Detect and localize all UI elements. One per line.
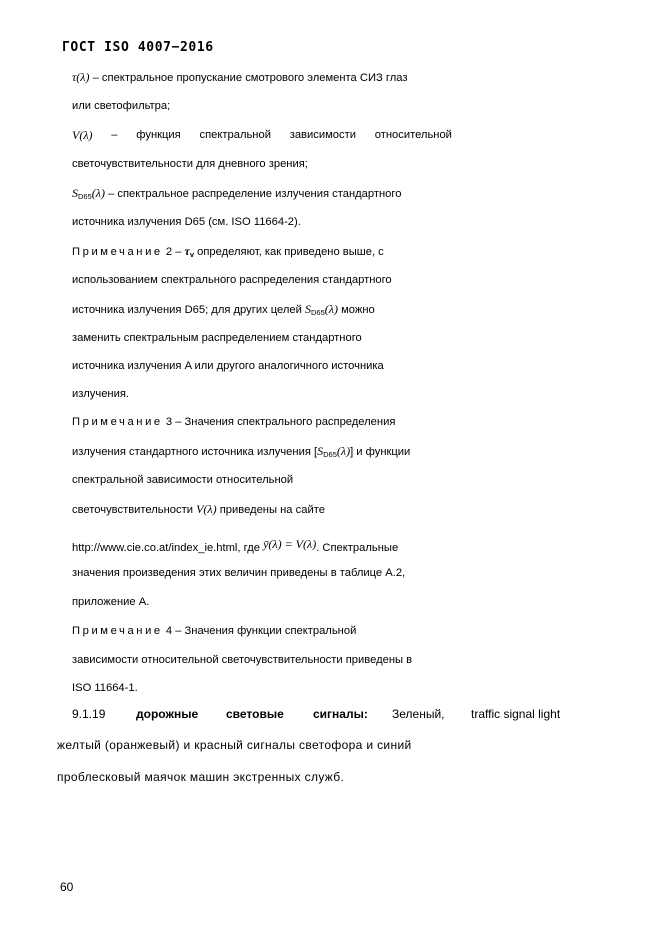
definition-s-line-1: $S_{D65}(\lambda)$ – спектральное распределение излучения стандартного [72, 186, 402, 201]
note-4-line-1: Примечание 4 – Значения функции спектральной [72, 625, 357, 637]
term-word-2: световые [226, 707, 284, 721]
term-english: traffic signal light [471, 707, 561, 721]
term-line-2: желтый (оранжевый) и красный сигналы светофора и синий [57, 738, 412, 752]
definition-tau-line-2: или светофильтра; [72, 100, 171, 112]
definition-tau-line-1: τ(λ) – спектральное пропускание смотрового элемента СИЗ глаз [72, 70, 408, 84]
note-2-line-4: заменить спектральным распределением стандартного [72, 332, 362, 344]
note-4-line-2: зависимости относительной светочувствительности приведены в [72, 654, 413, 666]
symbol-tau: τ(λ) [72, 70, 90, 84]
note-3-line-6: значения произведения этих величин приведены в таблице A.2, [72, 567, 406, 579]
note-2-line-5: источника излучения A или другого аналогичного источника [72, 360, 384, 372]
note-3-line-5: http://www.cie.co.at/index_ie.html, где ȳ(λ) = V(λ). Спектральные [72, 537, 399, 554]
formula: ȳ(λ) = V(λ) [263, 537, 317, 551]
standard-header: ГОСТ ISO 4007−2016 [62, 40, 214, 55]
term-number: 9.1.19 [72, 707, 106, 721]
note-2-line-3: источника излучения D65; для других целей $S_{D65}(\lambda)$ можно [72, 302, 375, 317]
note-3-line-1: Примечание 3 – Значения спектрального распределения [72, 416, 396, 428]
note-2-line-6: излучения. [72, 388, 130, 400]
cie-url: http://www.cie.co.at/index_ie.html, где [72, 542, 264, 554]
note-3-line-7: приложение A. [72, 596, 150, 608]
term-word-4: Зеленый, [392, 707, 445, 721]
page-number: 60 [60, 880, 74, 894]
term-word-3: сигналы: [313, 707, 368, 721]
symbol-v: V(λ) [72, 128, 93, 142]
note-2-line-1: Примечание $2 - \tau_v$ определяют, как приведено выше, с [72, 244, 384, 259]
note-label: Примечание [72, 625, 163, 637]
term-word-1: дорожные [136, 707, 199, 721]
definition-v-line-1: V(λ) – функция спектральной зависимости относительной [72, 128, 452, 142]
symbol-s: $S_{D65}(\lambda)$ [72, 186, 105, 201]
definition-v-line-2: светочувствительности для дневного зрения; [72, 158, 308, 170]
note-2-line-2: использованием спектрального распределения стандартного [72, 274, 392, 286]
note-label: Примечание [72, 246, 163, 258]
note-4-line-3: ISO 11664-1. [72, 682, 138, 694]
note-3-line-4: светочувствительности V(λ) приведены на сайте [72, 502, 325, 516]
note-3-line-2: излучения стандартного источника излучения $[S_{D65}(\lambda)]$ и функции [72, 444, 411, 459]
note-3-line-3: спектральной зависимости относительной [72, 474, 294, 486]
definition-s-line-2: источника излучения D65 (см. ISO 11664-2). [72, 216, 301, 228]
term-line-3: проблесковый маячок машин экстренных служб. [57, 770, 345, 784]
note-label: Примечание [72, 416, 163, 428]
